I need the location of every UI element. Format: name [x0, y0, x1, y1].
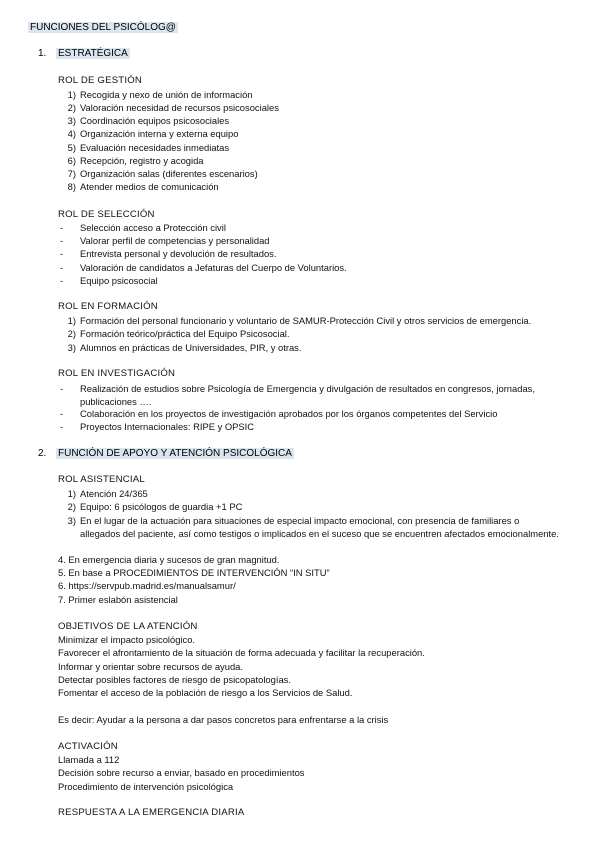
list-item: 2) Valoración necesidad de recursos psicosociales: [67, 102, 279, 113]
list-item: 4. En emergencia diaria y sucesos de gran magnitud.: [58, 554, 280, 565]
rol-gestion-heading: ROL DE GESTIÓN: [58, 75, 143, 86]
list-item: - Colaboración en los proyectos de investigación aprobados por los órganos competentes del Servicio: [60, 408, 498, 419]
list-item: 6) Recepción, registro y acogida: [67, 155, 204, 166]
list-item: - Equipo psicosocial: [60, 275, 158, 286]
section-number: 1.: [38, 48, 47, 59]
rol-formacion-heading: ROL EN FORMACIÓN: [58, 301, 158, 312]
rol-asistencial-heading: ROL ASISTENCIAL: [58, 474, 145, 485]
document-title: FUNCIONES DEL PSICÓLOG@: [30, 22, 176, 33]
list-item: 8) Atender medios de comunicación: [67, 181, 219, 192]
list-item: 2) Equipo: 6 psicólogos de guardia +1 PC: [67, 501, 243, 512]
summary-text: Es decir: Ayudar a la persona a dar pasos concretos para enfrentarse a la crisis: [58, 714, 389, 725]
list-item: Informar y orientar sobre recursos de ayuda.: [58, 661, 243, 672]
section-number: 2.: [38, 448, 47, 459]
list-item: Favorecer el afrontamiento de la situación de forma adecuada y facilitar la recuperación.: [58, 647, 425, 658]
list-item: Minimizar el impacto psicológico.: [58, 634, 196, 645]
activacion-heading: ACTIVACIÓN: [58, 741, 118, 752]
list-item: 7. Primer eslabón asistencial: [58, 594, 178, 605]
list-item: 5. En base a PROCEDIMIENTOS DE INTERVENCIÓN “IN SITU”: [58, 567, 330, 578]
list-item: 3) En el lugar de la actuación para situaciones de especial impacto emocional, con presencia de familiares o allegados del paciente, así como testigos o implicados en el suceso que se encuentren afectados emocionalmente.: [67, 515, 559, 539]
section-label: ESTRATÉGICA: [58, 48, 128, 59]
list-item: - Valorar perfil de competencias y personalidad: [60, 235, 270, 246]
rol-investigacion-heading: ROL EN INVESTIGACIÓN: [58, 368, 176, 379]
section-2-heading: [38, 448, 294, 459]
list-item: Llamada a 112: [58, 754, 120, 765]
list-item: 5) Evaluación necesidades inmediatas: [67, 142, 230, 153]
rol-seleccion-heading: ROL DE SELECCIÓN: [58, 209, 155, 220]
objetivos-heading: OBJETIVOS DE LA ATENCIÓN: [58, 621, 198, 632]
link-manual-samur[interactable]: 6. https://servpub.madrid.es/manualsamur/: [58, 580, 236, 591]
list-item: Decisión sobre recurso a enviar, basado en procedimientos: [58, 767, 305, 778]
respuesta-heading: RESPUESTA A LA EMERGENCIA DIARIA: [58, 807, 245, 818]
list-item: - Valoración de candidatos a Jefaturas del Cuerpo de Voluntarios.: [60, 262, 347, 273]
list-item: 1) Formación del personal funcionario y voluntario de SAMUR-Protección Civil y otros servicios de emergencia.: [67, 315, 532, 326]
list-item: 7) Organización salas (diferentes escenarios): [67, 168, 258, 179]
list-item: - Entrevista personal y devolución de resultados.: [60, 248, 277, 259]
list-item: 1) Recogida y nexo de unión de información: [67, 89, 253, 100]
list-item: - Selección acceso a Protección civil: [60, 222, 226, 233]
list-item: 1) Atención 24/365: [67, 488, 148, 499]
section-label: FUNCIÓN DE APOYO Y ATENCIÓN PSICOLÓGICA: [58, 448, 292, 459]
list-item: 2) Formación teórico/práctica del Equipo Psicosocial.: [67, 328, 290, 339]
list-item: Procedimiento de intervención psicológica: [58, 781, 234, 792]
list-item: Fomentar el acceso de la población de riesgo a los Servicios de Salud.: [58, 687, 353, 698]
list-item: - Proyectos Internacionales: RIPE y OPSIC: [60, 421, 255, 432]
section-1-heading: [38, 48, 130, 59]
list-item: - Realización de estudios sobre Psicología de Emergencia y divulgación de resultados en congresos, jornadas, publicaciones ….: [60, 383, 535, 407]
list-item: Detectar posibles factores de riesgo de psicopatologías.: [58, 674, 291, 685]
list-item: 3) Coordinación equipos psicosociales: [67, 115, 230, 126]
list-item: 4) Organización interna y externa equipo: [67, 128, 239, 139]
list-item: 3) Alumnos en prácticas de Universidades, PIR, y otras.: [67, 342, 302, 353]
